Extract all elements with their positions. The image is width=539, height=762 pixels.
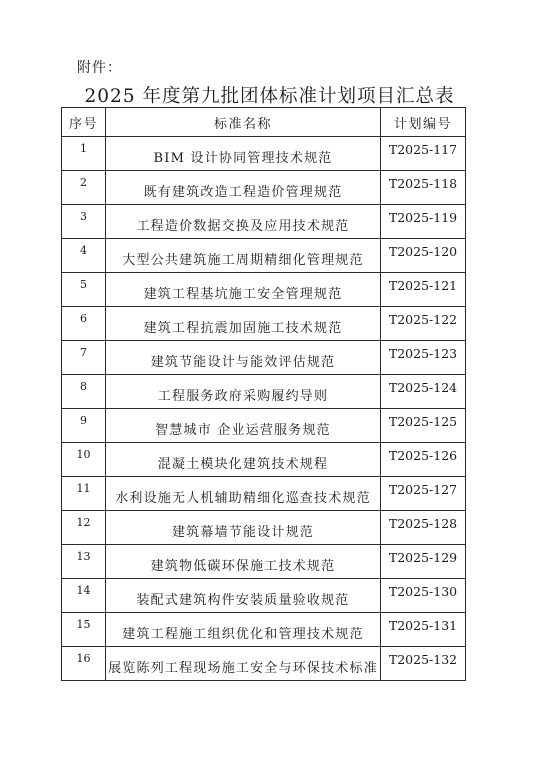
table-header-row [62, 108, 466, 137]
plan-code [381, 647, 466, 681]
standard-name [106, 613, 381, 647]
standard-name [106, 341, 381, 375]
row-number: 2 [62, 171, 106, 205]
standard-name-text: 建筑节能设计与能效评估规范 [150, 355, 336, 370]
standard-name [106, 307, 381, 341]
standard-name [106, 273, 381, 307]
plan-code [381, 477, 466, 511]
row-number: 15 [62, 613, 106, 647]
standard-name-text: 工程造价数据交换及应用技术规范 [136, 219, 350, 234]
row-number: 11 [62, 477, 106, 511]
row-number: 7 [62, 341, 106, 375]
plan-code [381, 613, 466, 647]
standard-name-text: 建筑幕墙节能设计规范 [171, 525, 314, 540]
plan-code-text: T2025-130 [388, 584, 458, 599]
standard-name [106, 375, 381, 409]
standard-name-text: 智慧城市 企业运营服务规范 [155, 423, 331, 438]
plan-code-text: T2025-123 [388, 346, 458, 361]
table-row [62, 341, 466, 375]
header-serial-number: 序号 [62, 108, 106, 137]
standard-name [106, 205, 381, 239]
table-row [62, 477, 466, 511]
plan-code [381, 205, 466, 239]
header-standard-name: 标准名称 [106, 108, 381, 137]
table-row [62, 375, 466, 409]
table-row [62, 171, 466, 205]
standard-name-text: 既有建筑改造工程造价管理规范 [143, 185, 343, 200]
plan-code [381, 307, 466, 341]
standard-name-text: 工程服务政府采购履约导则 [157, 389, 329, 404]
standard-name-text: 大型公共建筑施工周期精细化管理规范 [122, 253, 364, 268]
table-row [62, 307, 466, 341]
plan-code [381, 579, 466, 613]
table-row [62, 273, 466, 307]
table-row [62, 647, 466, 681]
plan-code-text: T2025-129 [388, 550, 458, 565]
plan-code-text: T2025-127 [388, 482, 458, 497]
standard-name-text: 混凝土模块化建筑技术规程 [157, 457, 329, 472]
standard-name-text: 水利设施无人机辅助精细化巡查技术规范 [115, 491, 371, 506]
row-number: 5 [62, 273, 106, 307]
table-row [62, 409, 466, 443]
standard-name [106, 579, 381, 613]
standard-name [106, 511, 381, 545]
page-title: 2025 年度第九批团体标准计划项目汇总表 [84, 86, 455, 107]
row-number: 10 [62, 443, 106, 477]
table-row [62, 579, 466, 613]
standard-name-text: BIM 设计协同管理技术规范 [153, 151, 333, 166]
standard-name [106, 409, 381, 443]
attachment-label: 附件： [77, 60, 122, 76]
plan-code [381, 545, 466, 579]
standard-name-text: 建筑工程施工组织优化和管理技术规范 [122, 627, 364, 642]
row-number: 14 [62, 579, 106, 613]
plan-code [381, 375, 466, 409]
standard-name [106, 239, 381, 273]
plan-code [381, 511, 466, 545]
table-row [62, 239, 466, 273]
plan-code [381, 239, 466, 273]
table-row [62, 205, 466, 239]
standard-name [106, 545, 381, 579]
standard-name-text: 建筑物低碳环保施工技术规范 [150, 559, 336, 574]
plan-code-text: T2025-122 [388, 312, 458, 327]
plan-code-text: T2025-132 [388, 652, 458, 667]
plan-code-text: T2025-120 [388, 244, 458, 259]
plan-code-text: T2025-121 [388, 278, 458, 293]
standard-name [106, 477, 381, 511]
row-number: 1 [62, 137, 106, 171]
plan-code-text: T2025-128 [388, 516, 458, 531]
table-row [62, 613, 466, 647]
row-number: 12 [62, 511, 106, 545]
plan-code [381, 443, 466, 477]
plan-code-text: T2025-118 [388, 176, 458, 191]
standards-table [61, 107, 466, 681]
plan-code [381, 341, 466, 375]
table-row [62, 443, 466, 477]
row-number: 13 [62, 545, 106, 579]
plan-code-text: T2025-126 [388, 448, 458, 463]
row-number: 4 [62, 239, 106, 273]
plan-code [381, 137, 466, 171]
plan-code-text: T2025-124 [388, 380, 458, 395]
standard-name-text: 装配式建筑构件安装质量验收规范 [136, 593, 350, 608]
table-row [62, 511, 466, 545]
standard-name [106, 137, 381, 171]
header-plan-number: 计划编号 [381, 108, 466, 137]
row-number: 8 [62, 375, 106, 409]
row-number: 6 [62, 307, 106, 341]
plan-code-text: T2025-131 [388, 618, 458, 633]
standard-name [106, 647, 381, 681]
plan-code [381, 171, 466, 205]
plan-code [381, 273, 466, 307]
plan-code [381, 409, 466, 443]
standard-name [106, 171, 381, 205]
plan-code-text: T2025-125 [388, 414, 458, 429]
standard-name-text: 展览陈列工程现场施工安全与环保技术标准 [108, 661, 378, 676]
row-number: 16 [62, 647, 106, 681]
row-number: 3 [62, 205, 106, 239]
standard-name [106, 443, 381, 477]
standard-name-text: 建筑工程抗震加固施工技术规范 [143, 321, 343, 336]
plan-code-text: T2025-119 [388, 210, 458, 225]
table-row [62, 137, 466, 171]
table-row [62, 545, 466, 579]
row-number: 9 [62, 409, 106, 443]
plan-code-text: T2025-117 [388, 142, 458, 157]
standard-name-text: 建筑工程基坑施工安全管理规范 [143, 287, 343, 302]
